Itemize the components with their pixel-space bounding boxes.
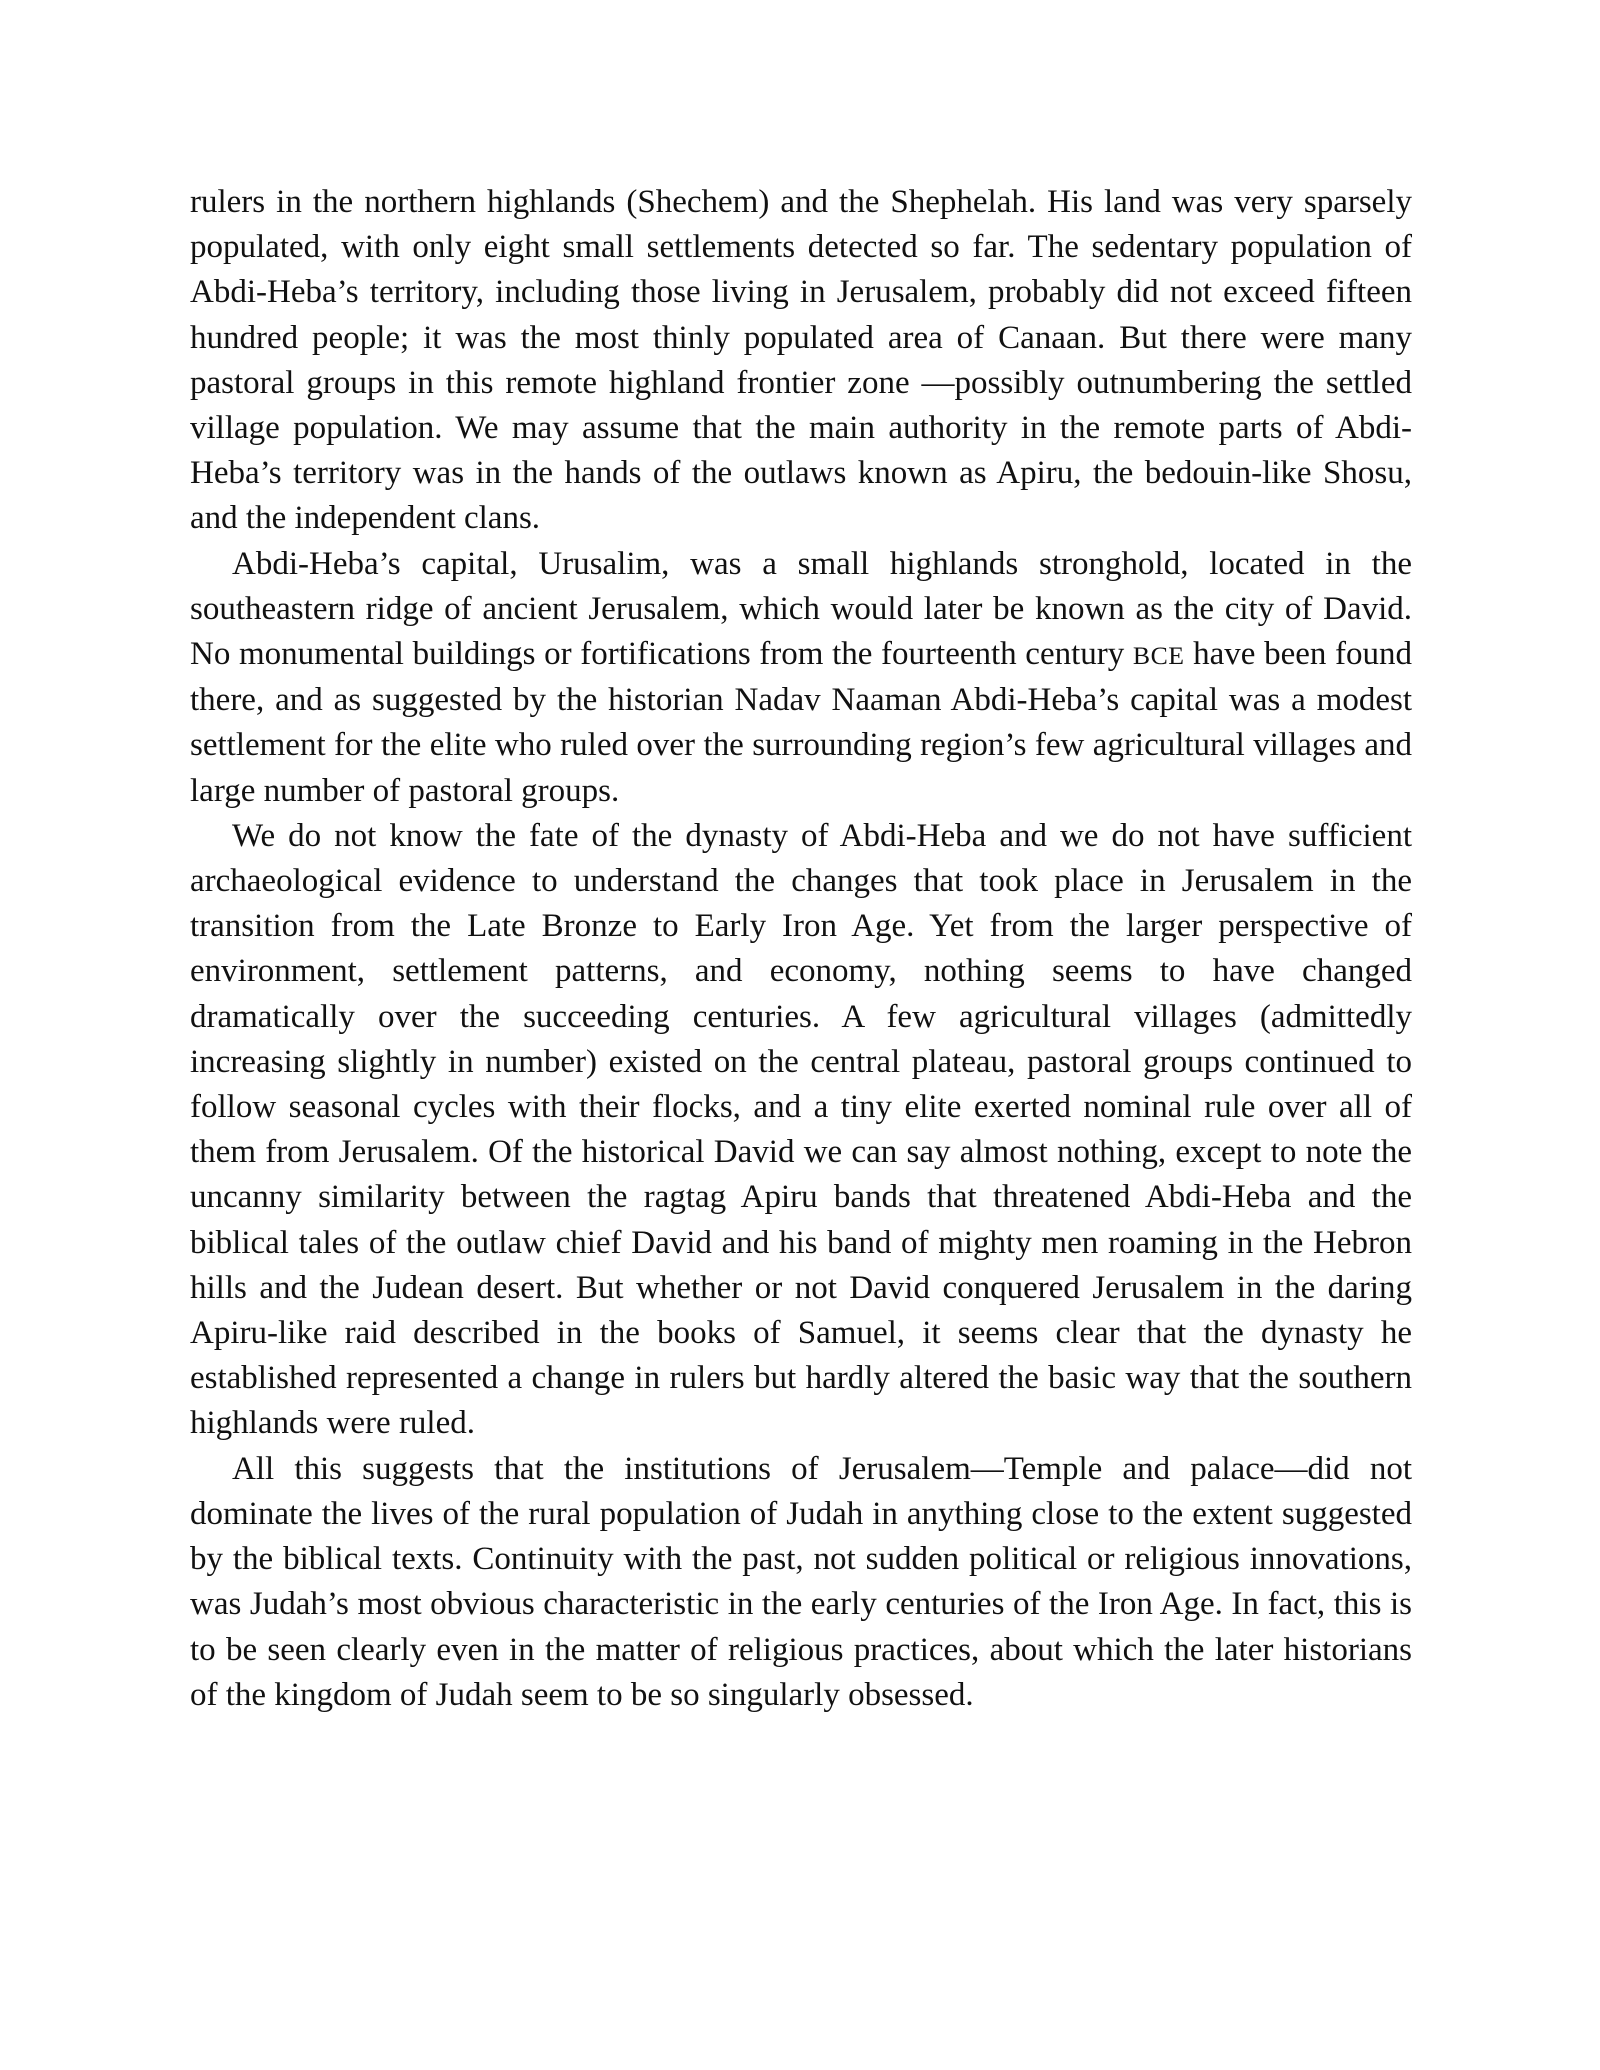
era-abbreviation: BCE — [1132, 641, 1185, 671]
page-body — [190, 180, 1412, 1718]
paragraph-3: We do not know the fate of the dynasty of Abdi-Heba and we do not have sufficient archaeological evidence to understand the changes that took place in Jerusalem in the transition from the Late Bronze to Early Iron Age. Yet from the larger perspective of environment, settlement patterns, and economy, nothing seems to have changed dramatically over the succeeding centuries. A few agricultural villages (admittedly increasing slightly in number) existed on the central plateau, pastoral groups continued to follow seasonal cycles with their flocks, and a tiny elite exerted nominal rule over all of them from Jerusalem. Of the historical David we can say almost nothing, except to note the uncanny similarity between the ragtag Apiru bands that threatened Abdi-Heba and the biblical tales of the outlaw chief David and his band of mighty men roaming in the Hebron hills and the Judean desert. But whether or not David conquered Jerusalem in the daring Apiru-like raid described in the books of Samuel, it seems clear that the dynasty he established represented a change in rulers but hardly altered the basic way that the southern highlands were ruled. — [190, 817, 1412, 1442]
paragraph-4: All this suggests that the institutions of Jerusalem—Temple and palace—did not dominate the lives of the rural population of Judah in anything close to the extent suggested by the biblical texts. Continuity with the past, not sudden political or religious innovations, was Judah’s most obvious characteristic in the early centuries of the Iron Age. In fact, this is to be seen clearly even in the matter of religious practices, about which the later historians of the kingdom of Judah seem to be so singularly obsessed. — [190, 1450, 1412, 1713]
paragraph-2-text-before: Abdi-Heba’s capital, Urusalim, was a small highlands stronghold, located in the southeastern ridge of ancient Jerusalem, which would later be known as the city of David. No monumental buildings or fortifications from the fourteenth century — [190, 545, 1412, 673]
paragraph-2 — [190, 542, 1412, 814]
paragraph-1: rulers in the northern highlands (Shechem) and the Shephelah. His land was very sparsely populated, with only eight small settlements detected so far. The sedentary population of Abdi-Heba’s territory, including those living in Jerusalem, probably did not exceed fifteen hundred people; it was the most thinly populated area of Canaan. But there were many pastoral groups in this remote highland frontier zone —possibly outnumbering the settled village population. We may assume that the main authority in the remote parts of Abdi-Heba’s territory was in the hands of the outlaws known as Apiru, the bedouin-like Shosu, and the independent clans. — [190, 184, 1412, 537]
paragraph-2-text-after: have been found there, and as suggested by the historian Nadav Naaman Abdi-Heba’s capital was a modest settlement for the elite who ruled over the surrounding region’s few agricultural villages and large number of pastoral groups. — [190, 636, 1413, 809]
